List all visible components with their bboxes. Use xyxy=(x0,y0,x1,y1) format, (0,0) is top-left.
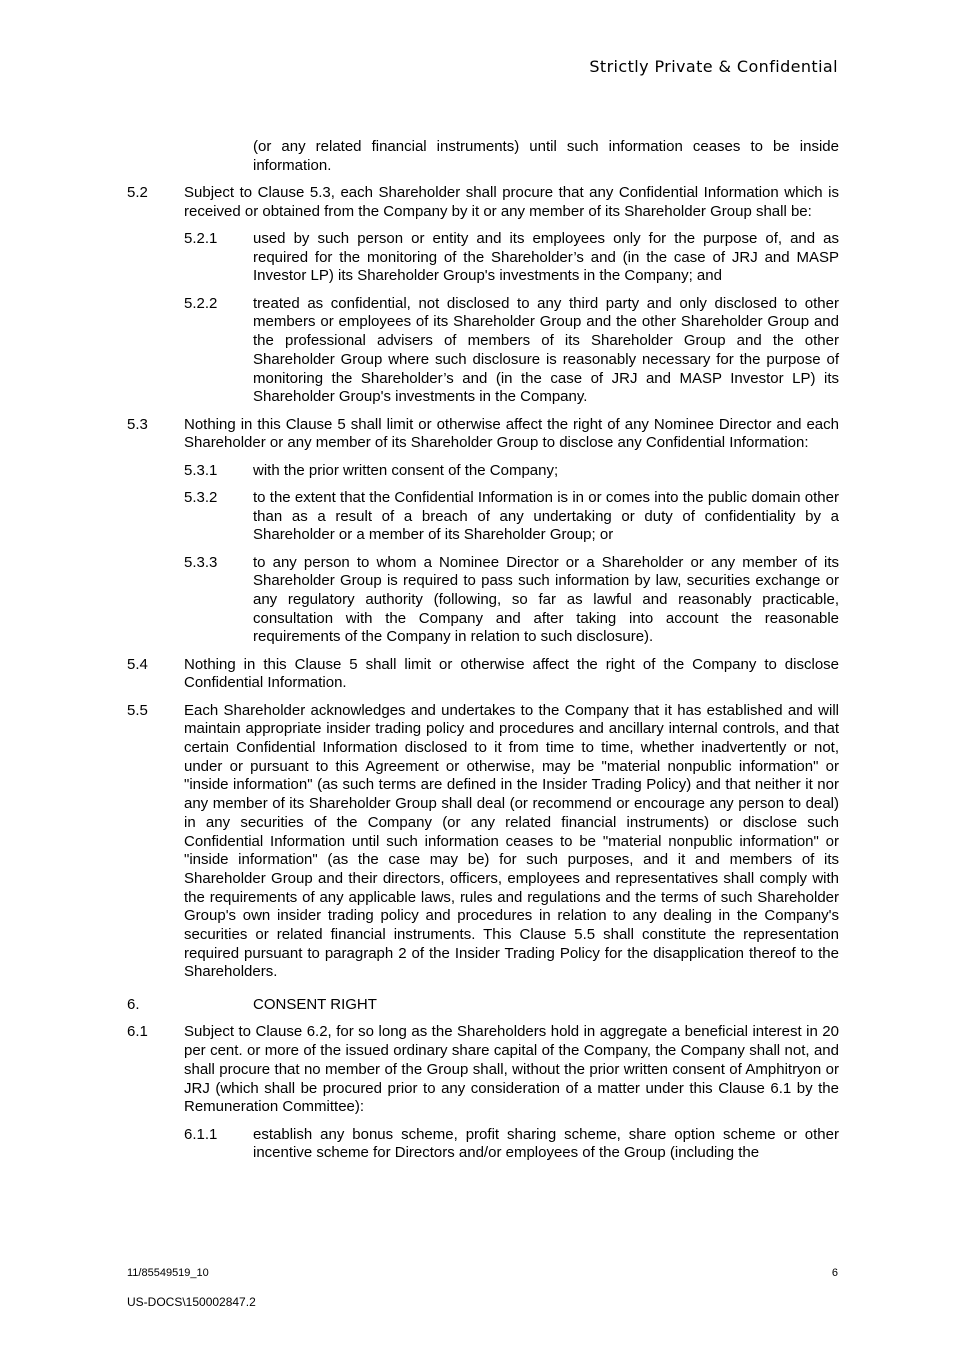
clause-5-2-2 xyxy=(127,295,839,407)
docs-reference: US-DOCS\150002847.2 xyxy=(127,1295,256,1309)
clause-number: 5.3.1 xyxy=(184,461,218,479)
section-6-heading xyxy=(127,996,839,1015)
clause-5-3-2 xyxy=(127,489,839,545)
page-number: 6 xyxy=(831,1267,838,1279)
clause-5-2 xyxy=(127,184,839,221)
clause-5-5 xyxy=(127,702,839,983)
clause-number: 5.2 xyxy=(127,184,148,201)
document-body xyxy=(127,138,839,1172)
clause-5-2-1 xyxy=(127,230,839,286)
clause-text: Subject to Clause 5.3, each Shareholder shall procure that any Confidential Information which is received or obtained from the Company by it or any member of its Shareholder Group shall be: xyxy=(184,184,839,220)
clause-6-1 xyxy=(127,1023,839,1117)
confidentiality-header: Strictly Private & Confidential xyxy=(589,57,838,76)
clause-text: used by such person or entity and its employees only for the purpose of, and as required for the monitoring of the Shareholder’s and (in the case of JRJ and MASP Investor LP) its Shareholder Group's investments in the Company; and xyxy=(253,230,839,285)
clause-5-4 xyxy=(127,656,839,693)
clause-text: establish any bonus scheme, profit sharing scheme, share option scheme or other incentive scheme for Directors and/or employees of the Group (including the xyxy=(253,1125,839,1162)
clause-6-1-1 xyxy=(127,1126,839,1163)
clause-5-3-1 xyxy=(127,462,839,481)
clause-text: Subject to Clause 6.2, for so long as the Shareholders hold in aggregate a beneficial interest in 20 per cent. or more of the issued ordinary share capital of the Company, the Company shall not, and shall procure that no member of the Group shall, without the prior written consent of Amphitryon or JRJ (which shall be procured prior to any consideration of a matter under this Clause 6.1 by the Remuneration Committee): xyxy=(184,1023,839,1116)
clause-text: to any person to whom a Nominee Director or a Shareholder or any member of its Shareholder Group is required to pass such information by law, securities exchange or any regulatory authority (following, so far as lawful and reasonably practicable, consultation with the Company and after taking into account the reasonable requirements of the Company in relation to such disclosure). xyxy=(253,553,839,646)
clause-number: 5.3 xyxy=(127,415,148,433)
clause-text: to the extent that the Confidential Information is in or comes into the public domain other than as a result of a breach of any undertaking or duty of confidentiality by a Shareholder or a member of its Shareholder Group; or xyxy=(253,488,839,544)
clause-text: Each Shareholder acknowledges and undertakes to the Company that it has established and will maintain appropriate insider trading policy and procedures and ancillary internal controls, and that certain Confidential Information disclosed to it from time to time, whether inadvertently or not, under or pursuant to this Agreement or otherwise, may be "material nonpublic information" or "inside information" (as such terms are defined in the Insider Trading Policy) and that neither it nor any member of its Shareholder Group shall deal (or recommend or encourage any person to deal) in any securities of the Company (or any related financial instruments) or disclose such Confidential Information until such information ceases to be "material nonpublic information" or "inside information" (as the case may be) for such purposes, and it and members of its Shareholder Group and their directors, officers, employees and representatives shall comply with the requirements of any applicable laws, rules and regulations and the terms of such Shareholder Group's own insider trading policy and procedures in relation to any dealing in the Company's securities or related financial instruments. This Clause 5.5 shall constitute the representation required pursuant to paragraph 2 of the Insider Trading Policy for the disapplication thereof to the Shareholders. xyxy=(184,701,839,981)
clause-number: 5.2.1 xyxy=(184,230,218,247)
clause-number: 6.1.1 xyxy=(184,1125,218,1143)
section-title: CONSENT RIGHT xyxy=(253,996,377,1014)
clause-number: 5.2.2 xyxy=(184,294,218,312)
clause-text: with the prior written consent of the Company; xyxy=(253,461,559,479)
clause-5-3-3 xyxy=(127,554,839,648)
paragraph-text: (or any related financial instruments) until such information ceases to be inside information. xyxy=(253,138,839,174)
clause-5-3 xyxy=(127,416,839,453)
continuation-paragraph xyxy=(127,138,839,175)
clause-text: Nothing in this Clause 5 shall limit or otherwise affect the right of any Nominee Director and each Shareholder or any member of its Shareholder Group to disclose any Confidential Information: xyxy=(184,415,839,452)
clause-number: 5.4 xyxy=(127,655,148,673)
clause-number: 5.5 xyxy=(127,701,148,719)
document-reference: 11/85549519_10 xyxy=(127,1267,209,1279)
clause-text: treated as confidential, not disclosed to any third party and only disclosed to other members or employees of its Shareholder Group and the other Shareholder Group and the professional advisers of members of its Shareholder Group and the other Shareholder Group where such disclosure is reasonably necessary for the purpose of monitoring the Shareholder’s and (in the case of JRJ and MASP Investor LP) its Shareholder Group's investments in the Company. xyxy=(253,294,839,406)
clause-number: 6.1 xyxy=(127,1023,148,1041)
clause-text: Nothing in this Clause 5 shall limit or otherwise affect the right of the Company to disclose Confidential Information. xyxy=(184,655,839,692)
clause-number: 5.3.3 xyxy=(184,553,218,571)
clause-number: 5.3.2 xyxy=(184,488,218,506)
section-number: 6. xyxy=(127,996,140,1014)
